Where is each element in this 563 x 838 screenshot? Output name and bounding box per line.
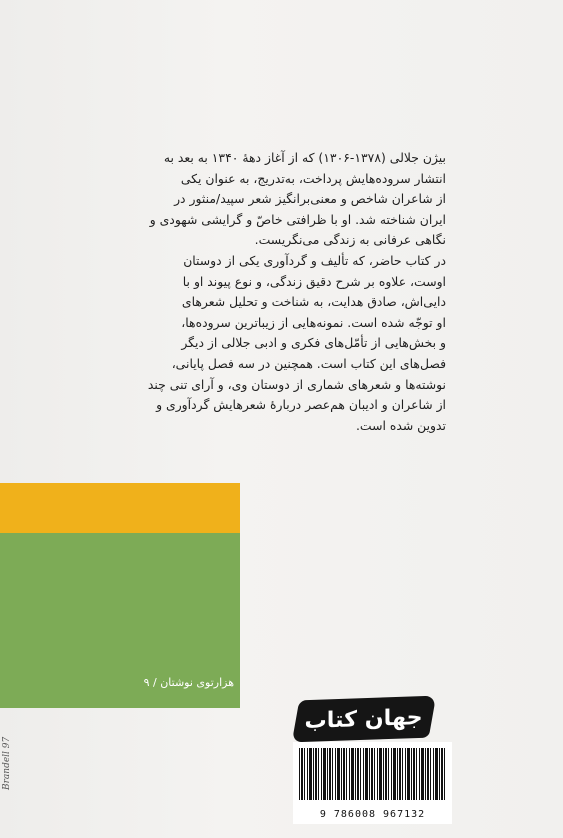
barcode-number: 9 786008 967132 <box>319 809 426 820</box>
blurb-line: بیژن جلالی (۱۳۷۸-۱۳۰۶) که از آغاز دهۀ ۱۳۴۰ به بعد به <box>163 150 446 165</box>
barcode-bars <box>299 748 445 800</box>
blurb-line: و بخش‌هایی از تأمّل‌های فکری و ادبی جلالی از دیگر <box>181 335 446 351</box>
blurb-line: دایی‌اش، صادق هدایت، به شناخت و تحلیل شعرهای <box>181 294 446 310</box>
publisher-logo <box>292 696 436 743</box>
blurb-line: اوست، علاوه بر شرح دقیق زندگی، و نوع پیوند او با <box>182 273 446 289</box>
blurb-line: در کتاب حاضر، که تألیف و گردآوری یکی از دوستان <box>183 252 446 268</box>
blurb-line: از شاعران و ادیبان هم‌عصر دربارۀ شعرهایش گردآوری و <box>156 397 446 413</box>
spine-note: Brandell 97 <box>2 736 12 790</box>
blurb-line: نگاهی عرفانی به زندگی می‌نگریست. <box>254 232 446 248</box>
blurb-line: فصل‌های این کتاب است. همچنین در سه فصل پایانی، <box>171 355 446 371</box>
series-label: هزارتوی نوشتان / ۹ <box>143 676 234 689</box>
blurb-line: از شاعران شاخص و معنی‌برانگیز شعر سپید/منثور در <box>174 191 446 207</box>
publisher-logo-text: جهان کتاب <box>304 704 424 734</box>
blurb-line: انتشار سروده‌هایش پرداخت، به‌تدریج، به عنوان یکی <box>180 170 446 186</box>
blurb-line: ایران شناخته شد. او با ظرافتی خاصّ و گرایشی شهودی و <box>149 211 446 227</box>
blurb-paragraph-1 <box>128 148 446 251</box>
isbn-barcode <box>293 742 452 824</box>
blurb-paragraph-2 <box>128 251 446 436</box>
blurb-line: تدوین شده است. <box>355 417 446 433</box>
blurb-line: نوشته‌ها و شعرهای شماری از دوستان وی، و آرای تنی چند <box>147 376 446 392</box>
blurb-text <box>128 148 446 436</box>
blurb-line: او توجّه شده است. نمونه‌هایی از زیباترین سروده‌ها، <box>181 314 446 330</box>
yellow-color-band <box>0 483 240 533</box>
